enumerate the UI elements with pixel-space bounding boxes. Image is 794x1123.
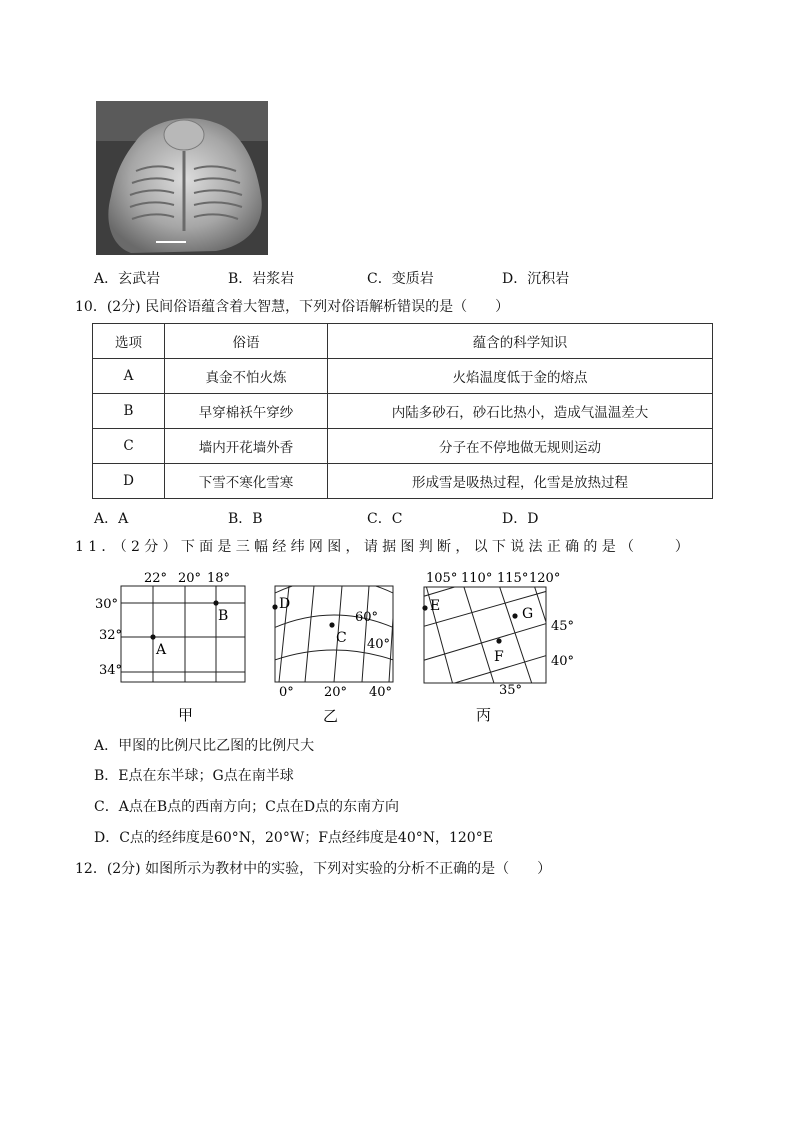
table-cell: C: [93, 429, 165, 464]
table-cell: 墙内开花墙外香: [165, 429, 328, 464]
jia-top-label: 22°: [144, 571, 168, 586]
q9-option-b: B．岩浆岩: [228, 271, 295, 287]
q11-option-b: B．E点在东半球；G点在南半球: [94, 768, 294, 784]
yi-lat-label: 40°: [367, 637, 391, 652]
bing-top-label: 115°: [497, 571, 529, 586]
yi-bottom-label: 40°: [369, 685, 393, 700]
jia-top-label: 18°: [207, 571, 231, 586]
q11-option-c: C．A点在B点的西南方向；C点在D点的东南方向: [94, 799, 400, 815]
point-g-marker: [512, 613, 517, 618]
q11-option-a: A．甲图的比例尺比乙图的比例尺大: [94, 738, 315, 754]
map-jia: [90, 566, 260, 726]
bing-right-label: 40°: [551, 654, 575, 669]
table-row: [93, 359, 713, 394]
header-cell: 俗语: [165, 324, 328, 359]
map-yi-caption: 乙: [323, 707, 339, 725]
point-g-label: G: [522, 606, 534, 622]
jia-left-label: 32°: [99, 628, 123, 643]
point-b-marker: [213, 600, 218, 605]
table-cell: 真金不怕火炼: [165, 359, 328, 394]
q10-option-c: C．C: [367, 511, 403, 527]
bing-bottom-label: 35°: [499, 683, 523, 698]
q9-option-a: A．玄武岩: [94, 271, 161, 287]
table-cell: A: [93, 359, 165, 394]
point-c-label: C: [336, 630, 347, 646]
yi-lat-label: 60°: [355, 610, 379, 625]
header-cell: 蕴含的科学知识: [328, 324, 713, 359]
table-cell: 下雪不寒化雪寒: [165, 464, 328, 499]
table-cell: 早穿棉袄午穿纱: [165, 394, 328, 429]
q10-option-a: A．A: [94, 511, 129, 527]
bing-top-label: 120°: [529, 571, 561, 586]
jia-top-label: 20°: [178, 571, 202, 586]
table-cell: 内陆多砂石，砂石比热小，造成气温温差大: [328, 394, 713, 429]
point-d-marker: [272, 604, 277, 609]
q12-stem: 12．(2分) 如图所示为教材中的实验，下列对实验的分析不正确的是（ ）: [75, 861, 552, 877]
q10-option-d: D．D: [502, 511, 539, 527]
q10-table: [92, 323, 713, 499]
table-row: [93, 464, 713, 499]
header-cell: 选项: [93, 324, 165, 359]
table-row: [93, 394, 713, 429]
yi-bottom-label: 20°: [324, 685, 348, 700]
point-d-label: D: [279, 596, 291, 612]
point-e-label: E: [430, 598, 441, 614]
table-cell: 分子在不停地做无规则运动: [328, 429, 713, 464]
table-cell: B: [93, 394, 165, 429]
q11-stem: 11．（2分）下面是三幅经纬网图，请据图判断，以下说法正确的是（ ）: [75, 539, 694, 555]
q9-option-d: D．沉积岩: [502, 271, 570, 287]
table-cell: 形成雪是吸热过程，化雪是放热过程: [328, 464, 713, 499]
point-b-label: B: [218, 608, 229, 624]
point-c-marker: [329, 622, 334, 627]
bing-right-label: 45°: [551, 619, 575, 634]
map-yi: [265, 580, 405, 728]
table-header-row: [93, 324, 713, 359]
table-cell: 火焰温度低于金的熔点: [328, 359, 713, 394]
table-cell: D: [93, 464, 165, 499]
map-bing: [418, 566, 578, 726]
point-a-label: A: [156, 642, 167, 658]
bing-top-label: 105°: [426, 571, 458, 586]
map-bing-caption: 丙: [476, 706, 492, 724]
point-f-label: F: [494, 649, 504, 665]
point-a-marker: [150, 634, 155, 639]
rock-photo: [96, 101, 268, 255]
point-f-marker: [496, 638, 501, 643]
map-jia-caption: 甲: [178, 706, 194, 724]
point-e-marker: [422, 605, 427, 610]
bing-top-label: 110°: [461, 571, 493, 586]
q11-option-d: D．C点的经纬度是60°N，20°W；F点经纬度是40°N，120°E: [94, 830, 493, 846]
q9-option-c: C．变质岩: [367, 271, 434, 287]
q10-stem: 10．(2分) 民间俗语蕴含着大智慧，下列对俗语解析错误的是（ ）: [75, 299, 510, 315]
jia-left-label: 30°: [95, 597, 119, 612]
jia-left-label: 34°: [99, 663, 123, 678]
table-row: [93, 429, 713, 464]
yi-bottom-label: 0°: [279, 685, 294, 700]
q10-option-b: B．B: [228, 511, 263, 527]
